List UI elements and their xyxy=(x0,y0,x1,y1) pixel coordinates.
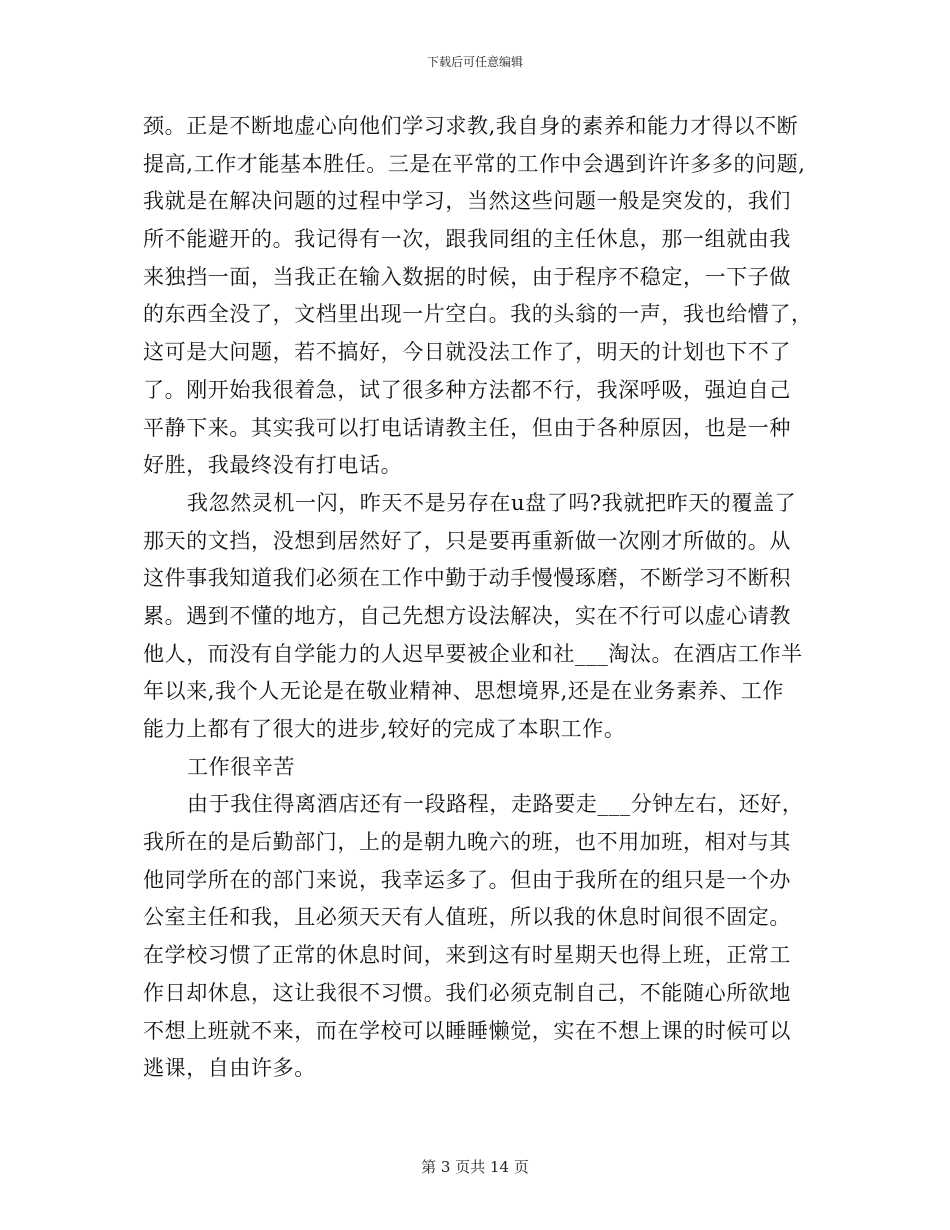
text-line: 平静下来。其实我可以打电话请教主任，但由于各种原因，也是一种 xyxy=(143,415,791,440)
body-text xyxy=(143,108,823,1088)
page-footer: 第 3 页共 14 页 xyxy=(421,1158,529,1176)
text-line: 他同学所在的部门来说，我幸运多了。但由于我所在的组只是一个办 xyxy=(143,867,791,892)
text-line: 作日却休息，这让我很不习惯。我们必须克制自己，不能随心所欲地 xyxy=(143,980,791,1005)
text-line: 由于我住得离酒店还有一段路程，走路要走___分钟左右，还好， xyxy=(187,792,804,817)
text-line: 不想上班就不来，而在学校可以睡睡懒觉，实在不想上课的时候可以 xyxy=(143,1018,791,1043)
text-line: 这件事我知道我们必须在工作中勤于动手慢慢琢磨，不断学习不断积 xyxy=(143,566,791,591)
text-line: 的东西全没了，文档里出现一片空白。我的头翁的一声，我也给懵了， xyxy=(143,302,813,327)
text-line: 我就是在解决问题的过程中学习，当然这些问题一般是突发的，我们 xyxy=(143,189,791,214)
text-line: 在学校习惯了正常的休息时间，来到这有时星期天也得上班，正常工 xyxy=(143,943,791,968)
text-line: 逃课，自由许多。 xyxy=(143,1056,316,1081)
text-line: 他人，而没有自学能力的人迟早要被企业和社___淘汰。在酒店工作半 xyxy=(143,641,803,666)
page-header: 下载后可任意编辑 xyxy=(426,55,523,69)
text-line: 那天的文挡，没想到居然好了，只是要再重新做一次刚才所做的。从 xyxy=(143,528,791,553)
text-line: 我所在的是后勤部门，上的是朝九晚六的班，也不用加班，相对与其 xyxy=(143,830,791,855)
text-line: 了。刚开始我很着急，试了很多种方法都不行，我深呼吸，强迫自己 xyxy=(143,377,791,402)
text-line: 颈。正是不断地虚心向他们学习求教,我自身的素养和能力才得以不断 xyxy=(143,114,799,138)
text-line: 公室主任和我，且必须天天有人值班，所以我的休息时间很不固定。 xyxy=(143,905,791,930)
text-line: 工作很辛苦 xyxy=(187,754,295,779)
text-line: 能力上都有了很大的进步,较好的完成了本职工作。 xyxy=(143,717,626,741)
text-line: 提高,工作才能基本胜任。三是在平常的工作中会遇到许许多多的问题, xyxy=(143,151,806,176)
text-line: 这可是大问题，若不搞好，今日就没法工作了，明天的计划也下不了 xyxy=(143,340,791,365)
text-line: 我忽然灵机一闪，昨天不是另存在u盘了吗?我就把昨天的覆盖了 xyxy=(187,490,797,515)
text-line: 累。遇到不懂的地方，自己先想方设法解决，实在不行可以虚心请教 xyxy=(143,603,791,628)
text-line: 年以来,我个人无论是在敬业精神、思想境界,还是在业务素养、工作 xyxy=(143,679,784,704)
text-line: 来独挡一面，当我正在输入数据的时候，由于程序不稳定，一下子做 xyxy=(143,264,791,289)
text-line: 好胜，我最终没有打电话。 xyxy=(143,453,403,478)
text-line: 所不能避开的。我记得有一次，跟我同组的主任休息，那一组就由我 xyxy=(143,227,791,252)
